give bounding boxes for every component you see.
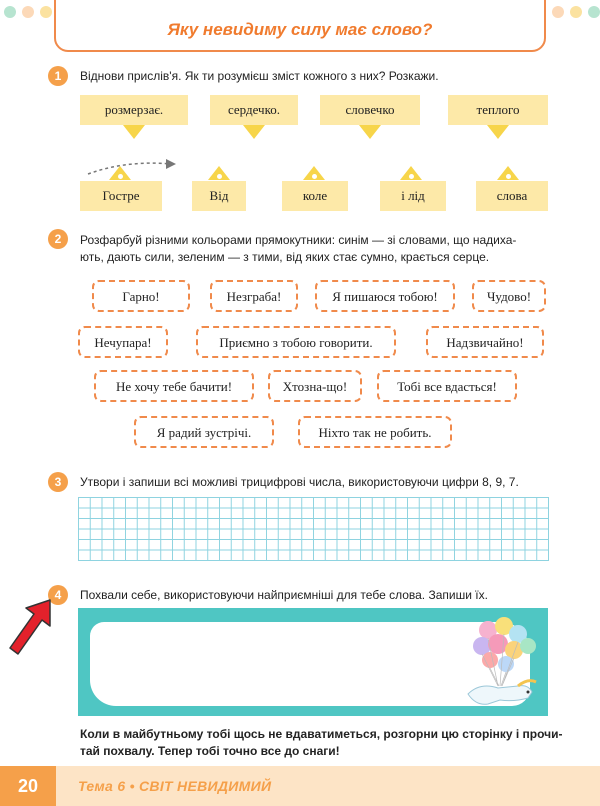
proverb-word-card[interactable]: розмерзає.: [80, 95, 188, 125]
proverb-word-card[interactable]: словечко: [320, 95, 420, 125]
proverb-word-card[interactable]: і лід: [380, 181, 446, 211]
decorative-dot: [40, 6, 52, 18]
task-4-instruction: Похвали себе, використовуючи найприємніші для тебе слова. Запиши їх.: [80, 588, 488, 602]
proverb-word-card[interactable]: сердечко.: [210, 95, 298, 125]
decorative-dot: [22, 6, 34, 18]
task-3-instruction: Утвори і запиши всі можливі трицифрові числа, використовуючи цифри 8, 9, 7.: [80, 475, 519, 489]
phrase-rectangle[interactable]: Тобі все вдасться!: [377, 370, 517, 402]
decorative-dot: [588, 6, 600, 18]
task-number-2: 2: [48, 229, 68, 249]
writing-grid[interactable]: [78, 497, 549, 561]
task-2-instruction-line-2: ють, дають сили, зеленим — з тими, від яких стає сумно, крається серце.: [80, 250, 490, 264]
phrase-rectangle[interactable]: Приємно з тобою говорити.: [196, 326, 396, 358]
decorative-dot: [552, 6, 564, 18]
phrase-rectangle[interactable]: Я пишаюся тобою!: [315, 280, 455, 312]
task-4-note-line-1: Коли в майбутньому тобі щось не вдаватиметься, розгорни цю сторінку і прочи-: [80, 727, 563, 741]
phrase-rectangle[interactable]: Хтозна-що!: [268, 370, 362, 402]
phrase-rectangle[interactable]: Незграба!: [210, 280, 298, 312]
phrase-rectangle[interactable]: Чудово!: [472, 280, 546, 312]
task-4-note-line-2: тай похвалу. Тепер тобі точно все до снаги!: [80, 744, 340, 758]
connector-dot: [217, 174, 222, 179]
connector-dot: [118, 174, 123, 179]
decorative-dot: [570, 6, 582, 18]
decorative-dot: [4, 6, 16, 18]
connector-dot: [409, 174, 414, 179]
phrase-rectangle[interactable]: Надзвичайно!: [426, 326, 544, 358]
phrase-rectangle[interactable]: Ніхто так не робить.: [298, 416, 452, 448]
footer-topic: Тема 6 • СВІТ НЕВИДИМИЙ: [78, 778, 272, 794]
proverb-word-card[interactable]: Від: [192, 181, 246, 211]
task-2-instruction-line-1: Розфарбуй різними кольорами прямокутники: синім — зі словами, що надиха-: [80, 233, 517, 247]
proverb-word-card[interactable]: Гостре: [80, 181, 162, 211]
praise-writing-panel: [78, 608, 548, 716]
task-number-4: 4: [48, 585, 68, 605]
balloons-unicorn-illustration: [458, 612, 546, 714]
task-number-3: 3: [48, 472, 68, 492]
phrase-rectangle[interactable]: Нечупара!: [78, 326, 168, 358]
task-1-instruction: Віднови прислів'я. Як ти розумієш зміст кожного з них? Розкажи.: [80, 69, 439, 83]
phrase-rectangle[interactable]: Гарно!: [92, 280, 190, 312]
proverb-word-card[interactable]: слова: [476, 181, 548, 211]
page-title: Яку невидиму силу має слово?: [167, 20, 433, 39]
phrase-rectangle[interactable]: Я радий зустрічі.: [134, 416, 274, 448]
connector-triangle: [123, 125, 145, 139]
proverb-word-card[interactable]: коле: [282, 181, 348, 211]
connector-dot: [506, 174, 511, 179]
phrase-rectangle[interactable]: Не хочу тебе бачити!: [94, 370, 254, 402]
connector-dot: [312, 174, 317, 179]
connector-triangle: [359, 125, 381, 139]
connector-triangle: [243, 125, 265, 139]
example-arrow-icon: [86, 156, 182, 178]
red-arrow-icon: [6, 596, 56, 658]
task-number-1: 1: [48, 66, 68, 86]
proverb-word-card[interactable]: теплого: [448, 95, 548, 125]
page-title-box: [54, 0, 546, 52]
page-number: 20: [0, 766, 56, 806]
connector-triangle: [487, 125, 509, 139]
